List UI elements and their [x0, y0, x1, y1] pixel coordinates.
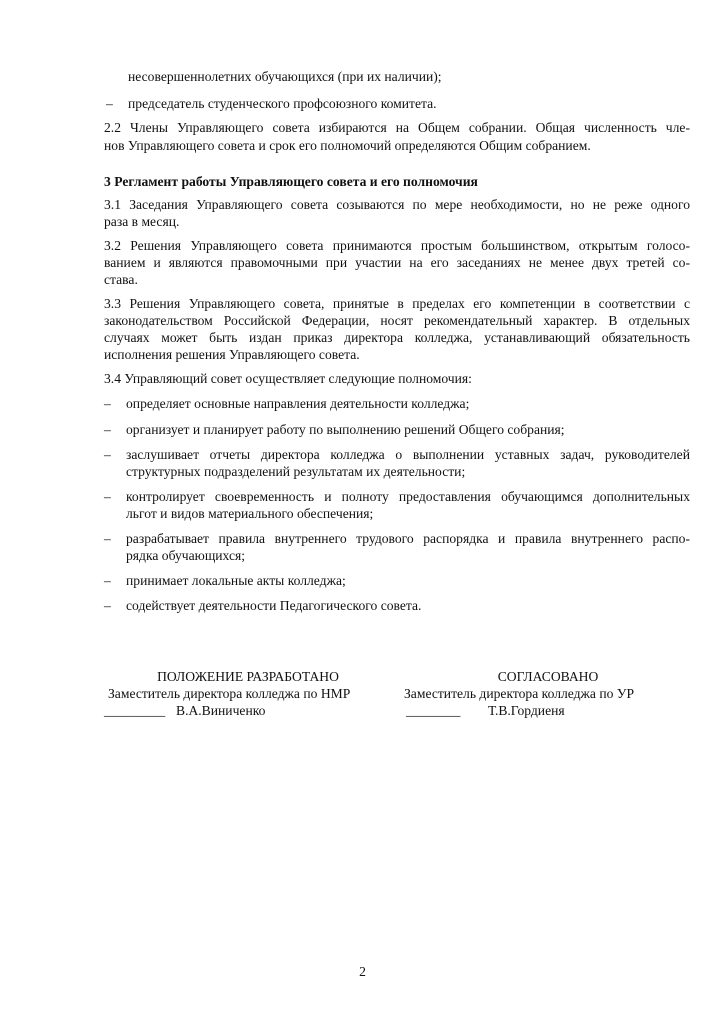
signature-left-name: В.А.Виниченко [176, 703, 266, 718]
text-line: законодательством Российской Федерации, носят рекомендательный характер. В отдельных [104, 313, 690, 328]
signature-left-line: _________ [104, 703, 166, 718]
page-number: 2 [359, 964, 366, 979]
signature-left-position: Заместитель директора колледжа по НМР [108, 686, 351, 701]
list-dash: – [104, 573, 111, 588]
text-line: определяет основные направления деятельности колледжа; [126, 396, 470, 411]
text-line: льгот и видов материального обеспечения; [126, 506, 374, 521]
text-line: структурных подразделений результатам их деятельности; [126, 464, 466, 479]
signature-right-line: ________ [406, 703, 461, 718]
signature-right-position: Заместитель директора колледжа по УР [404, 686, 635, 701]
list-dash: – [104, 422, 111, 437]
text-line: става. [104, 272, 138, 287]
list-dash: – [106, 96, 113, 111]
signature-right-heading: СОГЛАСОВАНО [497, 669, 599, 684]
list-dash: – [104, 531, 111, 546]
text-line: контролирует своевременность и полноту предоставления обучающимся дополнительных [126, 489, 690, 504]
text-line: содействует деятельности Педагогического совета. [126, 598, 422, 613]
text-line: разрабатывает правила внутреннего трудового распорядка и правила внутреннего распо- [126, 531, 690, 546]
signature-right-name: Т.В.Гордиеня [488, 703, 565, 718]
list-dash: – [104, 447, 111, 462]
text-line: заслушивает отчеты директора колледжа о выполнении уставных задач, руководителей [126, 447, 690, 462]
text-line: нов Управляющего совета и срок его полномочий определяются Общим собранием. [104, 138, 591, 153]
signature-left-heading: ПОЛОЖЕНИЕ РАЗРАБОТАНО [157, 669, 339, 684]
list-dash: – [104, 598, 111, 613]
list-dash: – [104, 489, 111, 504]
text-line: 2.2 Члены Управляющего совета избираются на Общем собрании. Общая численность чле- [104, 120, 690, 135]
text-line: 3.4 Управляющий совет осуществляет следующие полномочия: [104, 371, 472, 386]
list-dash: – [104, 396, 111, 411]
text-line: раза в месяц. [104, 214, 180, 229]
text-line: 3.1 Заседания Управляющего совета созываются по мере необходимости, но не реже одного [104, 197, 690, 212]
text-line: несовершеннолетних обучающихся (при их наличии); [128, 69, 442, 84]
text-line: принимает локальные акты колледжа; [126, 573, 346, 588]
text-line: рядка обучающихся; [126, 548, 246, 563]
text-line: 3.3 Решения Управляющего совета, принятые в пределах его компетенции в соответствии с [104, 296, 690, 311]
text-line: председатель студенческого профсоюзного комитета. [128, 96, 437, 111]
section-heading: 3 Регламент работы Управляющего совета и его полномочия [104, 174, 478, 189]
text-line: случаях может быть издан приказ директора колледжа, устанавливающий обязательность [104, 330, 690, 345]
text-line: 3.2 Решения Управляющего совета принимаются простым большинством, открытым голосо- [104, 238, 690, 253]
text-line: исполнения решения Управляющего совета. [104, 347, 360, 362]
text-line: организует и планирует работу по выполнению решений Общего собрания; [126, 422, 565, 437]
text-line: ванием и являются правомочными при участии на его заседаниях не менее двух третей со- [104, 255, 690, 270]
